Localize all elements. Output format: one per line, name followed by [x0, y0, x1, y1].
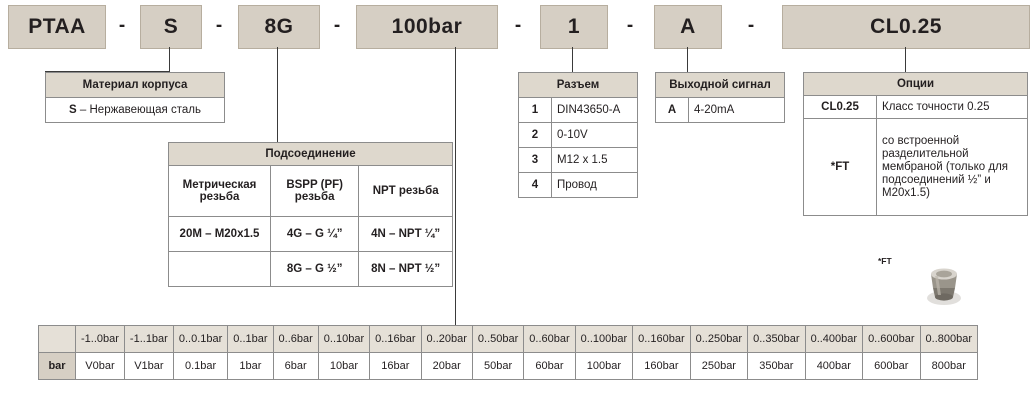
table-row — [804, 96, 1028, 119]
range-value-1: V1bar — [124, 353, 173, 380]
table-row — [519, 173, 638, 198]
plug-code-3: 4 — [519, 173, 552, 198]
code-part-1-label: S — [163, 15, 179, 38]
connection-cell-0-2: 4N – NPT ¼” — [359, 217, 453, 252]
connector-line-ranges-vertical — [455, 47, 456, 325]
range-value-5: 10bar — [318, 353, 369, 380]
plug-code-2: 3 — [519, 148, 552, 173]
range-code-0: -1..0bar — [76, 326, 125, 353]
code-part-0-label: PTAA — [28, 15, 86, 38]
code-separator-0: - — [118, 15, 126, 36]
range-code-3: 0..1bar — [228, 326, 273, 353]
range-code-15: 0..600bar — [863, 326, 920, 353]
range-value-3: 1bar — [228, 353, 273, 380]
connection-cell-1-1: 8G – G ½” — [271, 252, 359, 287]
range-value-2: 0.1bar — [173, 353, 227, 380]
code-part-5 — [654, 5, 722, 49]
table-row — [656, 73, 785, 98]
range-code-14: 0..400bar — [805, 326, 862, 353]
range-code-1: -1..1bar — [124, 326, 173, 353]
range-value-13: 350bar — [748, 353, 805, 380]
range-code-9: 0..60bar — [524, 326, 575, 353]
range-value-10: 100bar — [575, 353, 632, 380]
plug-desc-1: 0-10V — [552, 123, 638, 148]
table-row — [519, 123, 638, 148]
range-value-15: 600bar — [863, 353, 920, 380]
connection-table — [168, 142, 453, 287]
table-row — [519, 98, 638, 123]
connector-line-connection-vertical — [277, 47, 278, 142]
code-part-6 — [782, 5, 1030, 49]
connector-line-material-vertical — [169, 47, 170, 72]
material-title: Материал корпуса — [46, 73, 225, 98]
range-code-4: 0..6bar — [273, 326, 318, 353]
table-row — [519, 73, 638, 98]
code-part-3-label: 100bar — [391, 15, 463, 38]
range-code-6: 0..16bar — [370, 326, 421, 353]
range-value-7: 20bar — [421, 353, 472, 380]
code-part-4-label: 1 — [567, 15, 581, 38]
plug-desc-2: M12 x 1.5 — [552, 148, 638, 173]
plug-desc-0: DIN43650-A — [552, 98, 638, 123]
code-part-5-label: A — [680, 15, 696, 38]
range-code-2: 0..0.1bar — [173, 326, 227, 353]
range-code-11: 0..160bar — [633, 326, 690, 353]
code-part-4 — [540, 5, 608, 49]
options-table — [803, 72, 1028, 216]
material-row-0 — [46, 98, 225, 123]
connection-column-0: Метрическая резьба — [169, 166, 271, 217]
table-row — [169, 166, 453, 217]
table-row — [39, 326, 978, 353]
code-part-0 — [8, 5, 106, 49]
pressure-range-table — [38, 325, 978, 380]
connection-cell-0-1: 4G – G ¼” — [271, 217, 359, 252]
options-code-0: CL0.25 — [804, 96, 877, 119]
range-corner-cell — [39, 326, 76, 353]
connection-title: Подсоединение — [169, 143, 453, 166]
code-part-6-label: CL0.25 — [870, 15, 942, 38]
output-code-0: A — [656, 98, 689, 123]
material-desc-0: – Нержавеющая сталь — [79, 104, 201, 116]
range-value-16: 800bar — [920, 353, 977, 380]
code-part-1 — [140, 5, 202, 49]
range-code-8: 0..50bar — [472, 326, 523, 353]
options-code-1: *FT — [804, 119, 877, 216]
plug-table — [518, 72, 638, 198]
table-row — [804, 119, 1028, 216]
material-code-0: S — [69, 104, 77, 116]
diaphragm-fitting-image — [922, 264, 966, 306]
code-part-2 — [238, 5, 320, 49]
range-value-0: V0bar — [76, 353, 125, 380]
range-code-7: 0..20bar — [421, 326, 472, 353]
connector-line-plug-vertical — [572, 47, 573, 72]
code-part-3 — [356, 5, 498, 49]
connection-cell-1-2: 8N – NPT ½” — [359, 252, 453, 287]
range-value-12: 250bar — [690, 353, 747, 380]
table-row — [804, 73, 1028, 96]
plug-title: Разъем — [519, 73, 638, 98]
material-table — [45, 72, 225, 123]
table-row — [46, 98, 225, 123]
connector-line-options-vertical — [905, 47, 906, 72]
table-row — [169, 143, 453, 166]
plug-code-1: 2 — [519, 123, 552, 148]
options-desc-0: Класс точности 0.25 — [877, 96, 1028, 119]
code-separator-5: - — [747, 15, 755, 36]
ft-image-caption: *FT — [878, 256, 892, 266]
connection-cell-0-0: 20M – M20x1.5 — [169, 217, 271, 252]
range-code-5: 0..10bar — [318, 326, 369, 353]
options-desc-1: со встроенной разделительной мембраной (только для подсоединений ½” и M20x1.5) — [877, 119, 1028, 216]
code-separator-3: - — [514, 15, 522, 36]
range-value-14: 400bar — [805, 353, 862, 380]
range-value-8: 50bar — [472, 353, 523, 380]
code-separator-4: - — [626, 15, 634, 36]
plug-desc-3: Провод — [552, 173, 638, 198]
range-value-9: 60bar — [524, 353, 575, 380]
plug-code-0: 1 — [519, 98, 552, 123]
connector-line-output-vertical — [687, 47, 688, 72]
table-row — [39, 353, 978, 380]
code-separator-2: - — [333, 15, 341, 36]
table-row — [656, 98, 785, 123]
output-table — [655, 72, 785, 123]
table-row — [169, 217, 453, 252]
code-separator-1: - — [215, 15, 223, 36]
output-title: Выходной сигнал — [656, 73, 785, 98]
output-desc-0: 4-20mA — [689, 98, 785, 123]
table-row — [169, 252, 453, 287]
range-code-16: 0..800bar — [920, 326, 977, 353]
options-title: Опции — [804, 73, 1028, 96]
connection-column-2: NPT резьба — [359, 166, 453, 217]
connection-cell-1-0 — [169, 252, 271, 287]
table-row — [519, 148, 638, 173]
range-value-4: 6bar — [273, 353, 318, 380]
range-code-13: 0..350bar — [748, 326, 805, 353]
range-code-10: 0..100bar — [575, 326, 632, 353]
code-part-2-label: 8G — [264, 15, 294, 38]
range-code-12: 0..250bar — [690, 326, 747, 353]
range-row-label: bar — [39, 353, 76, 380]
connection-column-1: BSPP (PF) резьба — [271, 166, 359, 217]
table-row — [46, 73, 225, 98]
range-value-6: 16bar — [370, 353, 421, 380]
range-value-11: 160bar — [633, 353, 690, 380]
